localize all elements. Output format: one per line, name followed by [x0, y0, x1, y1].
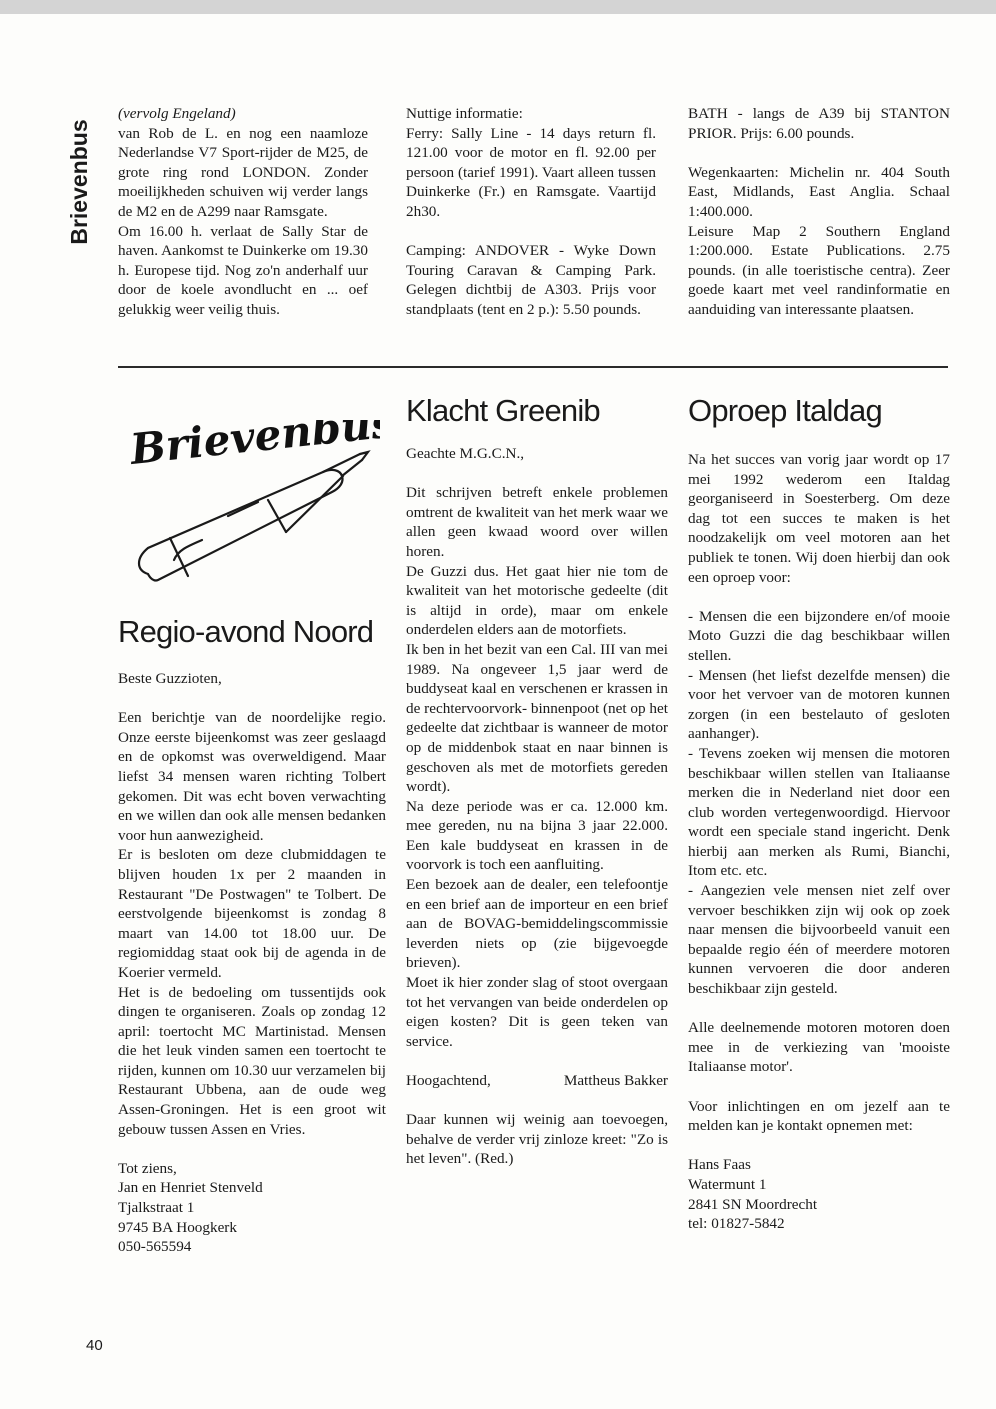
contact-line: Watermunt 1	[688, 1175, 767, 1193]
paragraph: Na deze periode was er ca. 12.000 km. mee gereden, nu na bijna 3 jaar 22.000. Een kale buddyseat en krassen in de voorvork is toch een aanfluiting.	[406, 797, 668, 874]
paragraph: Leisure Map 2 Southern England 1:200.000. Estate Publications. 2.75 pounds. (in alle toeristische centra). Zeer goede kaart met veel randinformatie en aanduiding van interessante plaatsen.	[688, 222, 950, 318]
paragraph: BATH - langs de A39 bij STANTON PRIOR. Prijs: 6.00 pounds.	[688, 105, 950, 142]
paragraph: Nuttige informatie:	[406, 105, 523, 122]
paragraph: (vervolg Engeland)	[118, 105, 236, 122]
top-scan-margin	[0, 0, 996, 14]
paragraph: - Mensen die een bijzondere en/of mooie Moto Guzzi die dag beschikbaar willen stellen.	[688, 607, 950, 664]
spacer	[688, 1077, 950, 1097]
brievenbus-logo	[118, 420, 380, 590]
signature-row	[406, 1071, 668, 1091]
greeting: Geachte M.G.C.N.,	[406, 445, 525, 462]
spacer	[406, 464, 668, 484]
editor-note: Daar kunnen wij weinig aan toevoegen, behalve de verder vrij zinloze kreet: "Zo is het leven". (Red.)	[406, 1111, 668, 1168]
oproep-article	[688, 450, 950, 1234]
contact-line: tel: 01827-5842	[688, 1215, 785, 1233]
paragraph: Camping: ANDOVER - Wyke Down Touring Caravan & Camping Park. Gelegen dichtbij de A303. Prijs voor standplaats (tent en 2 p.): 5.50 pounds.	[406, 242, 656, 318]
regio-title: Regio-avond Noord	[118, 614, 374, 649]
section-divider	[118, 366, 948, 368]
paragraph: Dit schrijven betreft enkele problemen omtrent de kwaliteit van het merk waar we allen geen kwaad woord over willen horen.	[406, 484, 668, 560]
spacer	[118, 689, 386, 709]
paragraph: De Guzzi dus. Het gaat hier nie tom de kwaliteit van het motorische gedeelte (dit is altijd in orde), maar om enkele onderdelen elders aan de motorfiets.	[406, 562, 668, 639]
paragraph: Ferry: Sally Line - 14 days return fl. 121.00 voor de motor en fl. 92.00 per persoon (tarief 1991). Vaart alleen tussen Duinkerke (Fr.) en Ramsgate. Vaartijd 2h30.	[406, 124, 656, 220]
paragraph: Een berichtje van de noordelijke regio. Onze eerste bijeenkomst was zeer geslaagd en de opkomst was overweldigend. Maar liefst 34 mensen waren richting Tolbert gekomen. Dit was echt boven verwachting en we willen dan ook alle mensen bedanken voor hun aanwezigheid.	[118, 709, 386, 844]
signature-line: Jan en Henriet Stenveld	[118, 1179, 263, 1197]
top-column-1	[118, 104, 368, 320]
spacer	[406, 1051, 668, 1071]
spacer	[406, 222, 656, 242]
paragraph: Wegenkaarten: Michelin nr. 404 South East, Midlands, East Anglia. Schaal 1:400.000.	[688, 163, 950, 220]
klacht-title: Klacht Greenib	[406, 393, 600, 428]
closing: Tot ziens,	[118, 1159, 177, 1177]
signer-name: Mattheus Bakker	[563, 1072, 668, 1089]
logo-text: Brievenbus	[127, 420, 380, 474]
signature-line: 9745 BA Hoogkerk	[118, 1218, 237, 1236]
paragraph: Ik ben in het bezit van een Cal. III van mei 1989. Na ongeveer 1,5 jaar werd de buddyseat kaal en verschenen er krassen in de rechtervoorvork- binnenpoot (net op het gedeelte dat zichtbaar is wanneer de motor op de middenbok staat en naar binnen is geschoven als met de motorfiets gereden wordt).	[406, 640, 668, 796]
fountain-pen-icon	[139, 452, 368, 581]
regio-article	[118, 669, 386, 1257]
paragraph: Na het succes van vorig jaar wordt op 17 mei 1992 wederom een Italdag georganiseerd in Soesterberg. Om deze dag tot een succes te maken is het noodzakelijk om veel motoren aan het publiek te tonen. Wij doen hierbij dan ook een oproep voor:	[688, 451, 950, 586]
spacer	[688, 143, 950, 163]
paragraph: Om 16.00 h. verlaat de Sally Star de haven. Aankomst te Duinkerke om 19.30 h. Europese tijd. Nog zo'n anderhalf uur door de koele avondlucht en ... oef gelukkig weer veilig thuis.	[118, 222, 368, 318]
signature-line: 050-565594	[118, 1238, 192, 1256]
paragraph: Voor inlichtingen en om jezelf aan te melden kan je kontakt opnemen met:	[688, 1097, 950, 1135]
paragraph: Een bezoek aan de dealer, een telefoontje en een brief aan de importeur en een brief aan de BOVAG-bemiddelingscommissie leverden niets op (zie bijgevoegde brieven).	[406, 876, 668, 972]
oproep-title: Oproep Italdag	[688, 393, 882, 428]
contact-line: Hans Faas	[688, 1156, 751, 1174]
section-label-text: Brievenbus	[66, 119, 92, 245]
paragraph: Het is de bedoeling om tussentijds ook dingen te organiseren. Zoals op zondag 12 april: toertocht MC Martinistad. Mensen die het leuk vinden samen een toertocht te rijden, kunnen om 10.30 uur verzamelen bij Restaurant Ubbena, aan de oude weg Assen-Groningen. Het is een groot wit gebouw tussen Assen en Vries.	[118, 983, 386, 1138]
paragraph: Moet ik hier zonder slag of stoot overgaan tot het vervangen van beide onderdelen op eigen kosten? Dit is geen teken van service.	[406, 974, 668, 1050]
page-number: 40	[86, 1337, 103, 1354]
paragraph: - Aangezien vele mensen niet zelf over vervoer beschikken zijn wij ook op zoek naar mensen die bijvoorbeeld vanuit een bepaalde regio één of meerdere motoren kunnen vervoeren die door anderen beschikbaar zijn gesteld.	[688, 882, 950, 998]
section-label	[64, 102, 94, 262]
spacer	[688, 1136, 950, 1156]
top-column-3	[688, 104, 950, 320]
closing: Hoogachtend,	[406, 1072, 491, 1089]
contact-line: 2841 SN Moordrecht	[688, 1195, 818, 1213]
spacer	[688, 587, 950, 607]
klacht-article	[406, 444, 668, 1169]
paragraph: - Tevens zoeken wij mensen die motoren beschikbaar willen stellen van Italiaanse merken die in Nederland niet door een club worden vertegenwoordigd. Hiervoor wordt een speciale stand ingericht. Denk hierbij aan merken als Rumi, Bianchi, Itom etc. etc.	[688, 744, 950, 880]
spacer	[118, 1139, 386, 1159]
paragraph: - Mensen (het liefst dezelfde mensen) die voor het vervoer van de motoren kunnen zorgen (in een bestelauto of gesloten aanhanger).	[688, 666, 950, 743]
paragraph: Er is besloten om deze clubmiddagen te blijven houden 1x per 2 maanden in Restaurant "De Postwagen" te Tolbert. De eerstvolgende bijeenkomst is zondag 8 maart van 14.00 tot 18.00 uur. De regiomiddag staat ook bij de agenda in de Koerier vermeld.	[118, 846, 386, 981]
paragraph: van Rob de L. en nog een naamloze Nederlandse V7 Sport-rijder de M25, de grote ring rond LONDON. Zonder moeilijkheden schuiven wij verder langs de M2 en de A299 naar Ramsgate.	[118, 124, 368, 220]
signature-line: Tjalkstraat 1	[118, 1199, 195, 1217]
paragraph: Alle deelnemende motoren motoren doen mee in de verkiezing van 'mooiste Italiaanse motor'.	[688, 1019, 950, 1076]
greeting: Beste Guzzioten,	[118, 670, 222, 687]
top-column-2	[406, 104, 656, 320]
spacer	[688, 999, 950, 1019]
spacer	[406, 1091, 668, 1111]
